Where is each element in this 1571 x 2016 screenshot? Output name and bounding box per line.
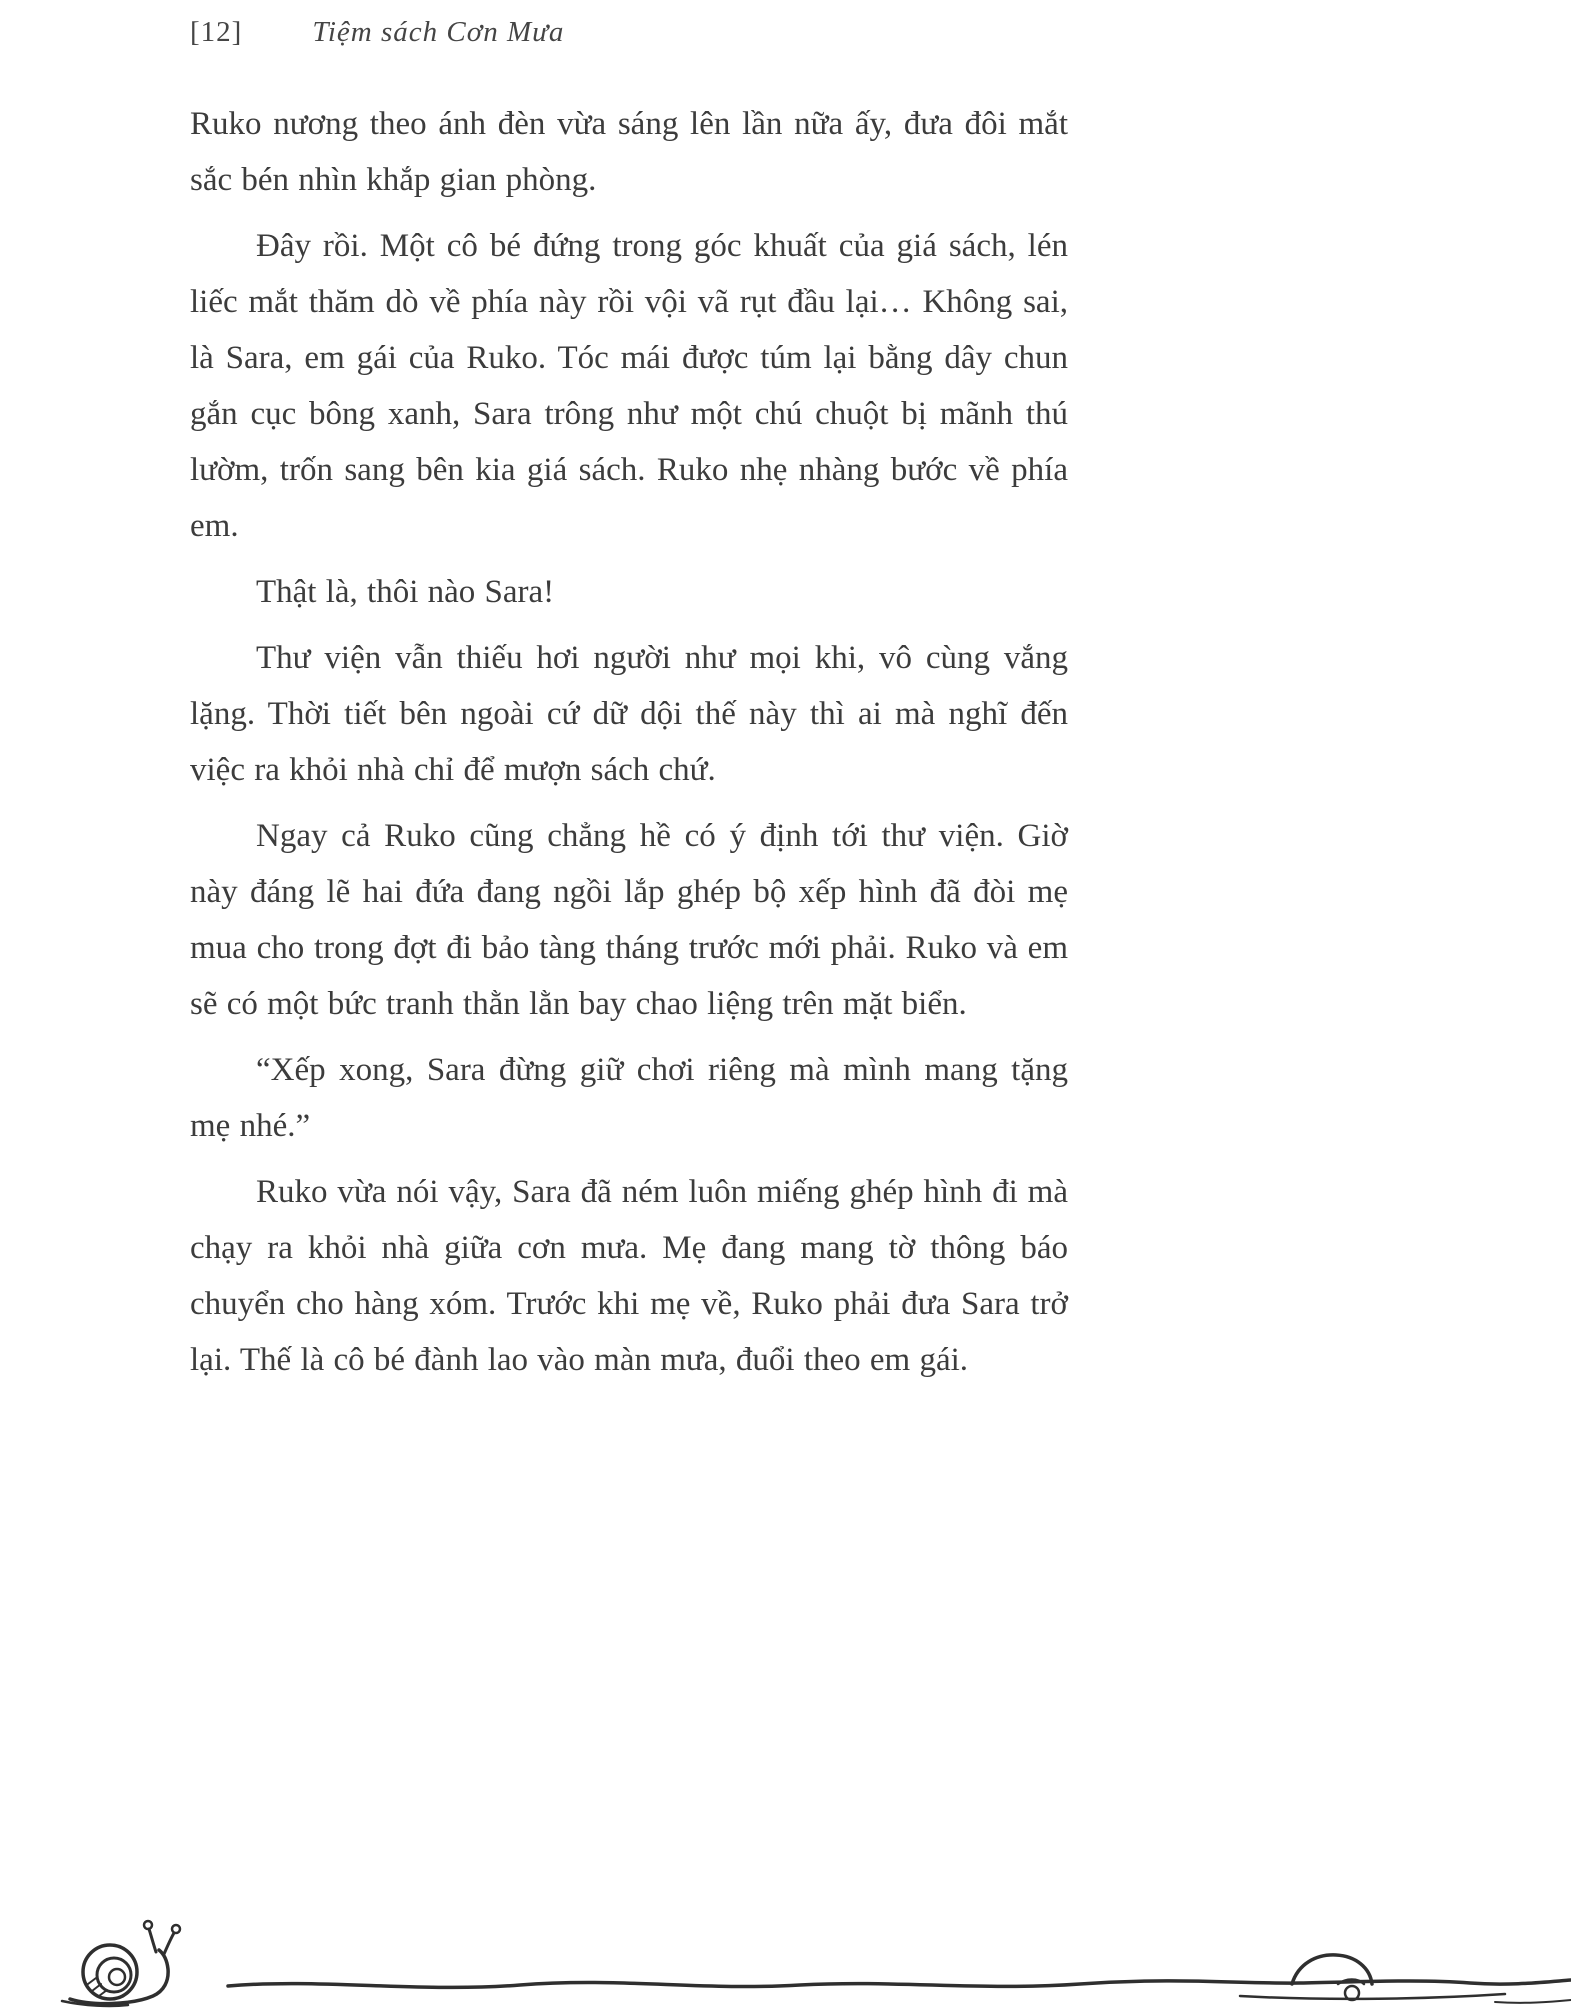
paragraph: Ngay cả Ruko cũng chẳng hề có ý định tới thư viện. Giờ này đáng lẽ hai đứa đang ngồi lắp ghép bộ xếp hình đã đòi mẹ mua cho trong đợt đi bảo tàng tháng trước mới phải. Ruko và em sẽ có một bức tranh thằn lằn bay chao liệng trên mặt biển.: [190, 818, 1068, 1022]
paragraph: Ruko vừa nói vậy, Sara đã ném luôn miếng ghép hình đi mà chạy ra khỏi nhà giữa cơn mưa. Mẹ đang mang tờ thông báo chuyển cho hàng xóm. Trước khi mẹ về, Ruko phải đưa Sara trở lại. Thế là cô bé đành lao vào màn mưa, đuổi theo em gái.: [190, 1174, 1068, 1378]
footer-illustration: [0, 1872, 1571, 2012]
paragraph: Đây rồi. Một cô bé đứng trong góc khuất của giá sách, lén liếc mắt thăm dò về phía này rồi vội vã rụt đầu lại… Không sai, là Sara, em gái của Ruko. Tóc mái được túm lại bằng dây chun gắn cục bông xanh, Sara trông như một chú chuột bị mãnh thú lườm, trốn sang bên kia giá sách. Ruko nhẹ nhàng bước về phía em.: [190, 228, 1068, 544]
page-body: [190, 96, 1068, 1398]
paragraph: Thư viện vẫn thiếu hơi người như mọi khi, vô cùng vắng lặng. Thời tiết bên ngoài cứ dữ dội thế này thì ai mà nghĩ đến việc ra khỏi nhà chỉ để mượn sách chứ.: [190, 640, 1068, 788]
snail-illustration: [62, 1921, 180, 2006]
paragraph: Ruko nương theo ánh đèn vừa sáng lên lần nữa ấy, đưa đôi mắt sắc bén nhìn khắp gian phòng.: [190, 106, 1068, 198]
paragraph: “Xếp xong, Sara đừng giữ chơi riêng mà mình mang tặng mẹ nhé.”: [190, 1052, 1068, 1144]
paragraph: Thật là, thôi nào Sara!: [256, 574, 555, 610]
page-number: [12]: [190, 16, 243, 48]
ground-wave-line: [228, 1980, 1571, 2003]
page-header: [190, 16, 564, 49]
pebble-illustration: [1292, 1955, 1372, 2000]
book-title: Tiệm sách Cơn Mưa: [312, 16, 565, 48]
